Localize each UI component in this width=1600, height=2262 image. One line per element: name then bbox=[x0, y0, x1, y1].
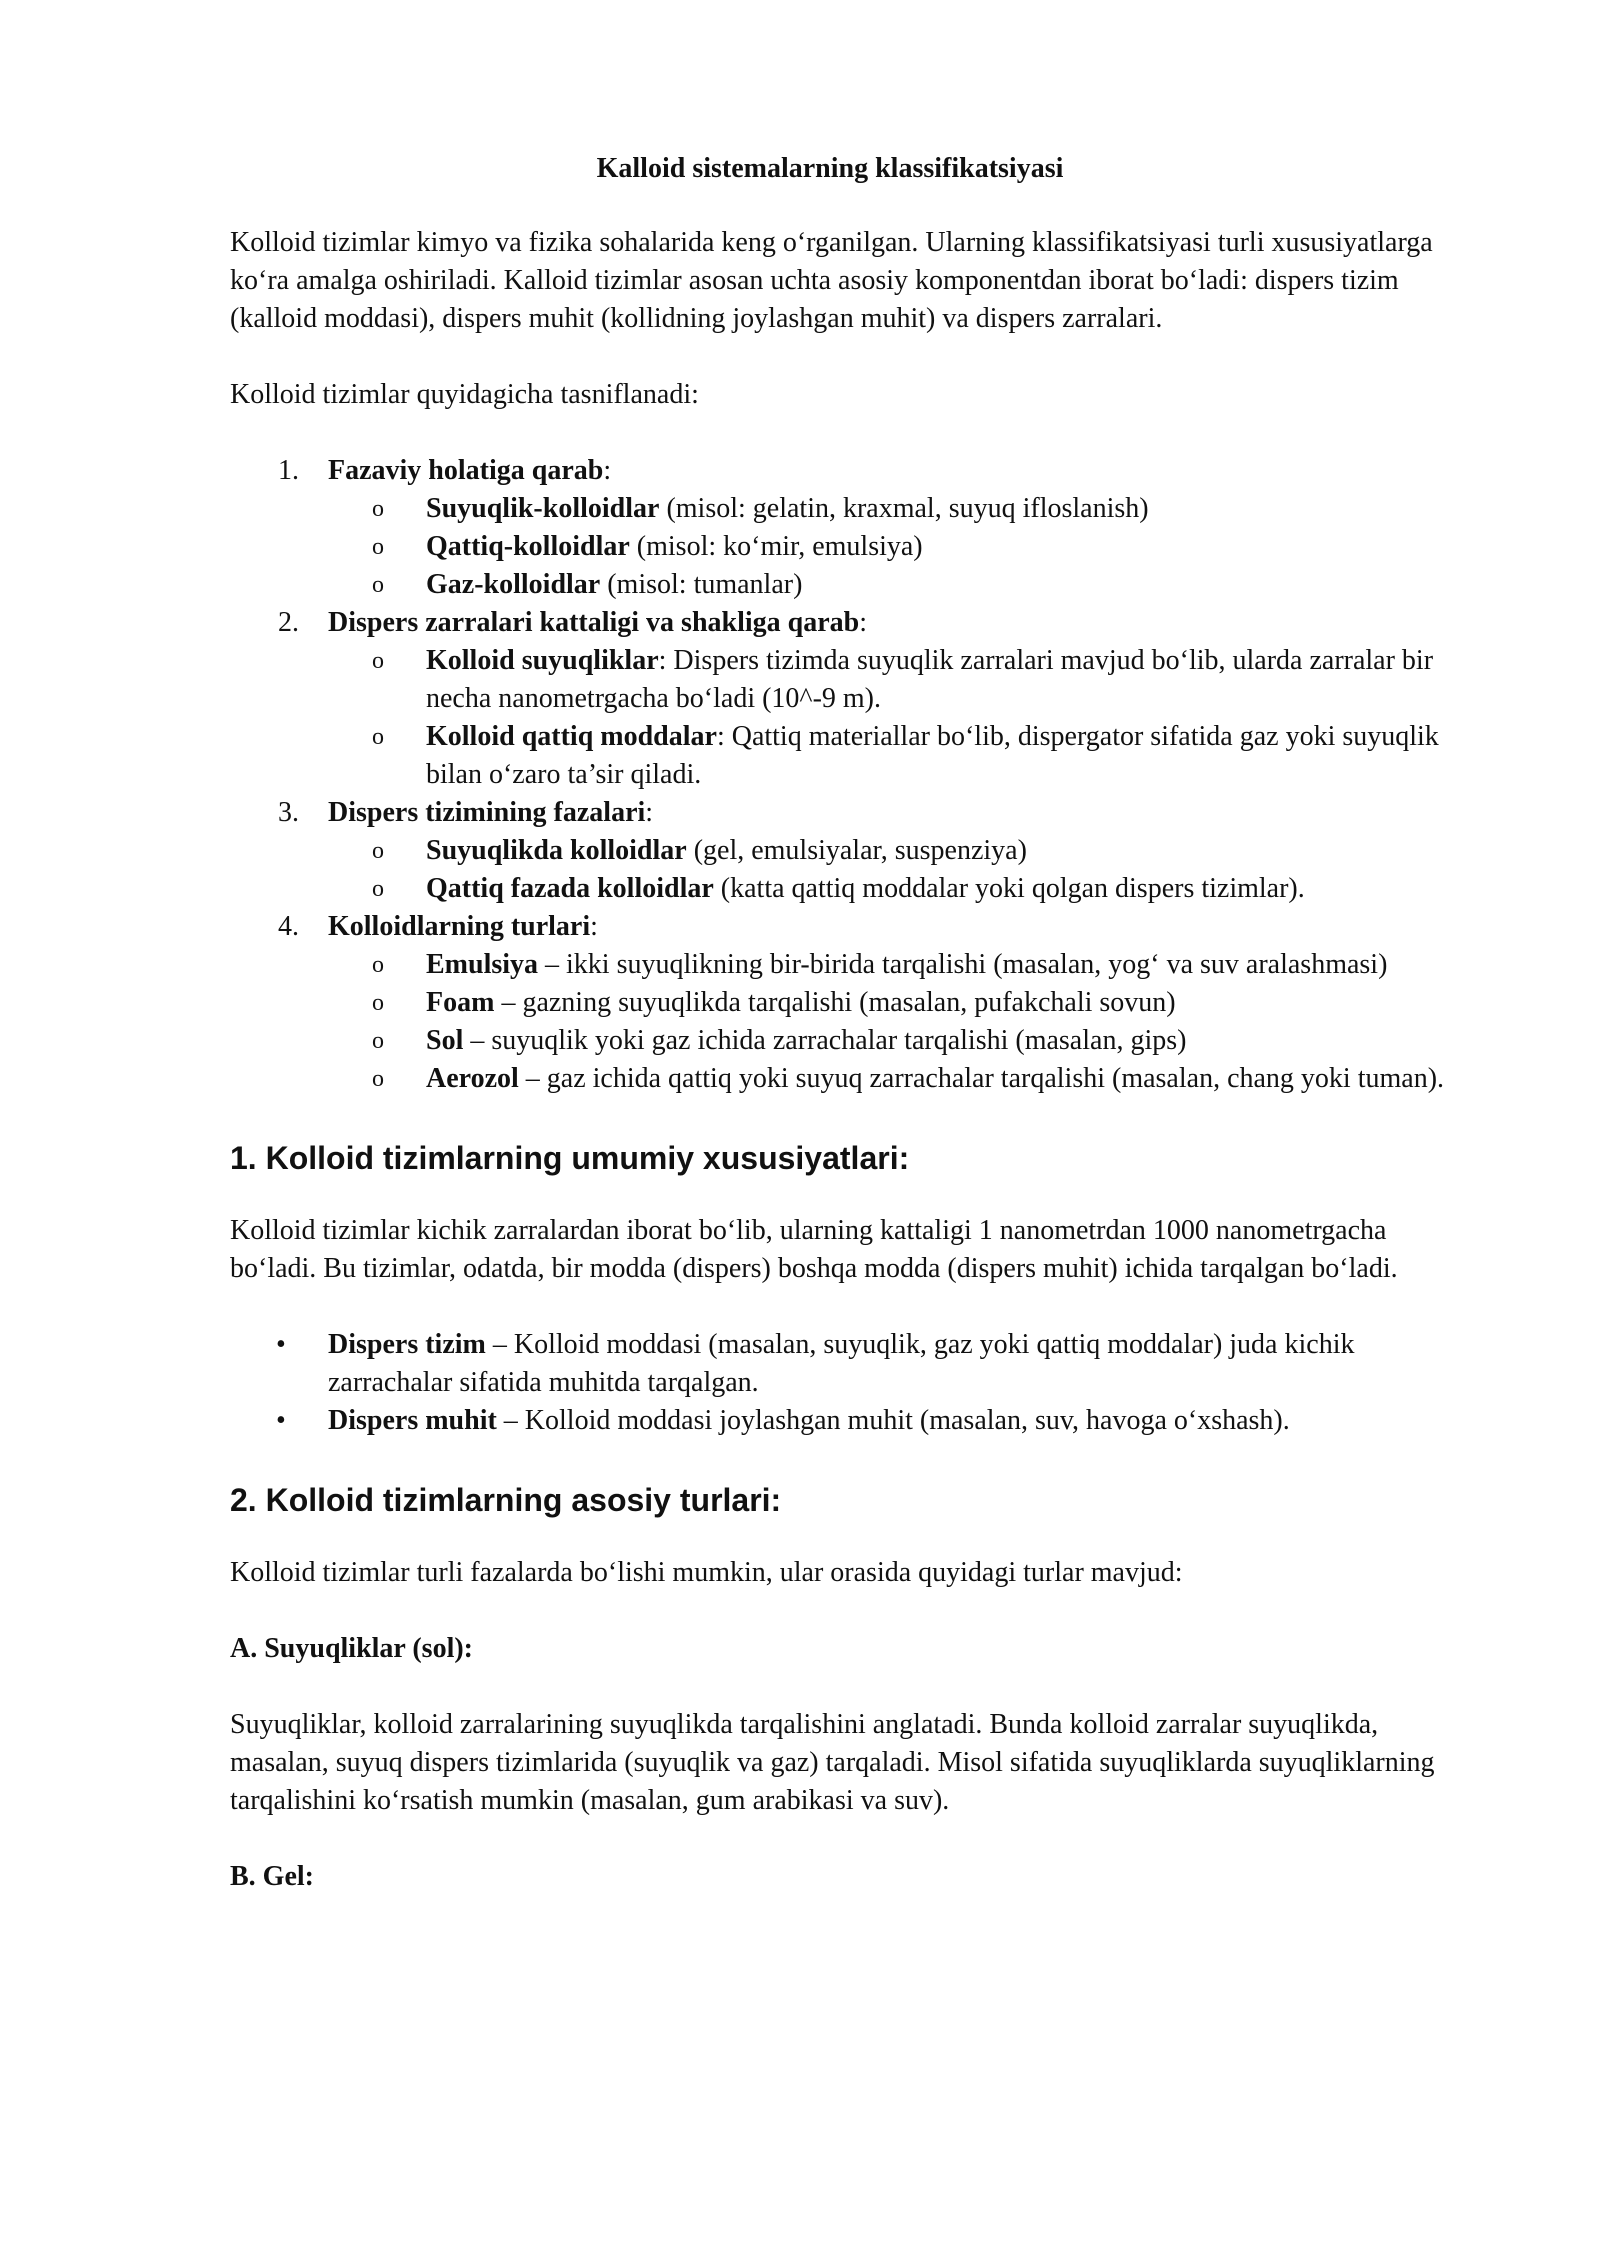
hollow-bullet-icon: o bbox=[372, 952, 384, 978]
sub-list-item: o Kolloid qattiq moddalar: Qattiq materiallar bo‘lib, dispergator sifatida gaz yoki suyuqlik bilan o‘zaro ta’sir qiladi. bbox=[230, 718, 1470, 794]
sub-list-item: o Emulsiya – ikki suyuqlikning bir-birida tarqalishi (masalan, yog‘ va suv aralashmasi) bbox=[230, 946, 1470, 984]
hollow-bullet-icon: o bbox=[372, 534, 384, 560]
hollow-bullet-icon: o bbox=[372, 648, 384, 674]
list-item: 3. Dispers tizimining fazalari: o Suyuqlikda kolloidlar (gel, emulsiyalar, suspenziya) o Qattiq fazada kolloidlar (katta qattiq moddalar yoki qolgan dispers tizimlar). bbox=[230, 794, 1470, 908]
hollow-bullet-icon: o bbox=[372, 990, 384, 1016]
section-heading: 1. Kolloid tizimlarning umumiy xususiyatlari: bbox=[230, 1140, 910, 1176]
sub-list-item: o Qattiq fazada kolloidlar (katta qattiq moddalar yoki qolgan dispers tizimlar). bbox=[230, 870, 1470, 908]
bullet-icon: • bbox=[276, 1405, 286, 1436]
sub-list bbox=[328, 832, 1470, 908]
bullet-item: • Dispers muhit – Kolloid moddasi joylashgan muhit (masalan, suv, havoga o‘xshash). bbox=[230, 1402, 1470, 1440]
sub-list bbox=[328, 946, 1470, 1098]
hollow-bullet-icon: o bbox=[372, 724, 384, 750]
sub-list-item: o Aerozol – gaz ichida qattiq yoki suyuq zarrachalar tarqalishi (masalan, chang yoki tuman). bbox=[230, 1060, 1470, 1098]
list-item: 4. Kolloidlarning turlari: o Emulsiya – ikki suyuqlikning bir-birida tarqalishi (masalan, yog‘ va suv aralashmasi) o Foam – gazning suyuqlikda tarqalishi (masalan, pufakchali sovun) o Sol – suyuqlik yoki gaz ichida zarrachalar tarqalishi (masalan, gips) o Aerozol – gaz ichida qattiq yoki suyuq zarrachalar tarqalishi (masalan, chang yoki tuman). bbox=[230, 908, 1470, 1098]
bullet-item: • Dispers tizim – Kolloid moddasi (masalan, suyuqlik, gaz yoki qattiq moddalar) juda kichik zarrachalar sifatida muhitda tarqalgan. bbox=[230, 1326, 1470, 1402]
subsection-paragraph: Suyuqliklar, kolloid zarralarining suyuqlikda tarqalishini anglatadi. Bunda kolloid zarralar suyuqlikda, masalan, suyuq dispers tizimlarida (suyuqlik va gaz) tarqaladi. Misol sifatida suyuqliklarda suyuqliklarning tarqalishini ko‘rsatish mumkin (masalan, gum arabikasi va suv). bbox=[230, 1709, 1435, 1816]
sub-list-item: o Foam – gazning suyuqlikda tarqalishi (masalan, pufakchali sovun) bbox=[230, 984, 1470, 1022]
hollow-bullet-icon: o bbox=[372, 496, 384, 522]
classification-lead: Kolloid tizimlar quyidagicha tasniflanadi: bbox=[230, 379, 699, 410]
section-paragraph: Kolloid tizimlar kichik zarralardan iborat bo‘lib, ularning kattaligi 1 nanometrdan 1000 nanometrgacha bo‘ladi. Bu tizimlar, odatda, bir modda (dispers) boshqa modda (dispers muhit) ichida tarqalgan bo‘ladi. bbox=[230, 1215, 1398, 1284]
bullet-list bbox=[230, 1326, 1470, 1440]
document-title: Kalloid sistemalarning klassifikatsiyasi bbox=[596, 153, 1064, 184]
list-item-label: Dispers zarralari kattaligi va shakliga qarab bbox=[328, 607, 860, 638]
list-item-label: Kolloidlarning turlari bbox=[328, 911, 591, 942]
hollow-bullet-icon: o bbox=[372, 572, 384, 598]
section-heading: 2. Kolloid tizimlarning asosiy turlari: bbox=[230, 1482, 782, 1518]
sub-list bbox=[328, 642, 1470, 794]
classification-list bbox=[230, 452, 1470, 1098]
sub-list-item: o Sol – suyuqlik yoki gaz ichida zarrachalar tarqalishi (masalan, gips) bbox=[230, 1022, 1470, 1060]
sub-list-item: o Kolloid suyuqliklar: Dispers tizimda suyuqlik zarralari mavjud bo‘lib, ularda zarralar bir necha nanometrgacha bo‘ladi (10^-9 m). bbox=[230, 642, 1470, 718]
hollow-bullet-icon: o bbox=[372, 838, 384, 864]
list-number: 2. bbox=[278, 607, 299, 638]
list-item-label: Fazaviy holatiga qarab bbox=[328, 455, 604, 486]
sub-list-item: o Suyuqlik-kolloidlar (misol: gelatin, kraxmal, suyuq ifloslanish) bbox=[230, 490, 1470, 528]
sub-list bbox=[328, 490, 1470, 604]
list-number: 4. bbox=[278, 911, 299, 942]
subsection-heading: A. Suyuqliklar (sol): bbox=[230, 1633, 473, 1664]
list-item-label: Dispers tizimining fazalari bbox=[328, 797, 646, 828]
hollow-bullet-icon: o bbox=[372, 1066, 384, 1092]
hollow-bullet-icon: o bbox=[372, 876, 384, 902]
sub-list-item: o Qattiq-kolloidlar (misol: ko‘mir, emulsiya) bbox=[230, 528, 1470, 566]
section-paragraph: Kolloid tizimlar turli fazalarda bo‘lishi mumkin, ular orasida quyidagi turlar mavjud: bbox=[230, 1557, 1183, 1588]
sub-list-item: o Gaz-kolloidlar (misol: tumanlar) bbox=[230, 566, 1470, 604]
list-number: 3. bbox=[278, 797, 299, 828]
bullet-icon: • bbox=[276, 1329, 286, 1360]
intro-paragraph: Kolloid tizimlar kimyo va fizika sohalarida keng o‘rganilgan. Ularning klassifikatsiyasi turli xususiyatlarga ko‘ra amalga oshiriladi. Kalloid tizimlar asosan uchta asosiy komponentdan iborat bo‘ladi: dispers tizim (kalloid moddasi), dispers muhit (kollidning joylashgan muhit) va dispers zarralari. bbox=[230, 227, 1433, 334]
hollow-bullet-icon: o bbox=[372, 1028, 384, 1054]
subsection-heading: B. Gel: bbox=[230, 1861, 314, 1892]
list-item: 2. Dispers zarralari kattaligi va shakliga qarab: o Kolloid suyuqliklar: Dispers tizimda suyuqlik zarralari mavjud bo‘lib, ularda zarralar bir necha nanometrgacha bo‘ladi (10^-9 m). o Kolloid qattiq moddalar: Qattiq materiallar bo‘lib, dispergator sifatida gaz yoki suyuqlik bilan o‘zaro ta’sir qiladi. bbox=[230, 604, 1470, 794]
list-number: 1. bbox=[278, 455, 299, 486]
list-item: 1. Fazaviy holatiga qarab: o Suyuqlik-kolloidlar (misol: gelatin, kraxmal, suyuq ifloslanish) o Qattiq-kolloidlar (misol: ko‘mir, emulsiya) o Gaz-kolloidlar (misol: tumanlar) bbox=[230, 452, 1470, 604]
sub-list-item: o Suyuqlikda kolloidlar (gel, emulsiyalar, suspenziya) bbox=[230, 832, 1470, 870]
